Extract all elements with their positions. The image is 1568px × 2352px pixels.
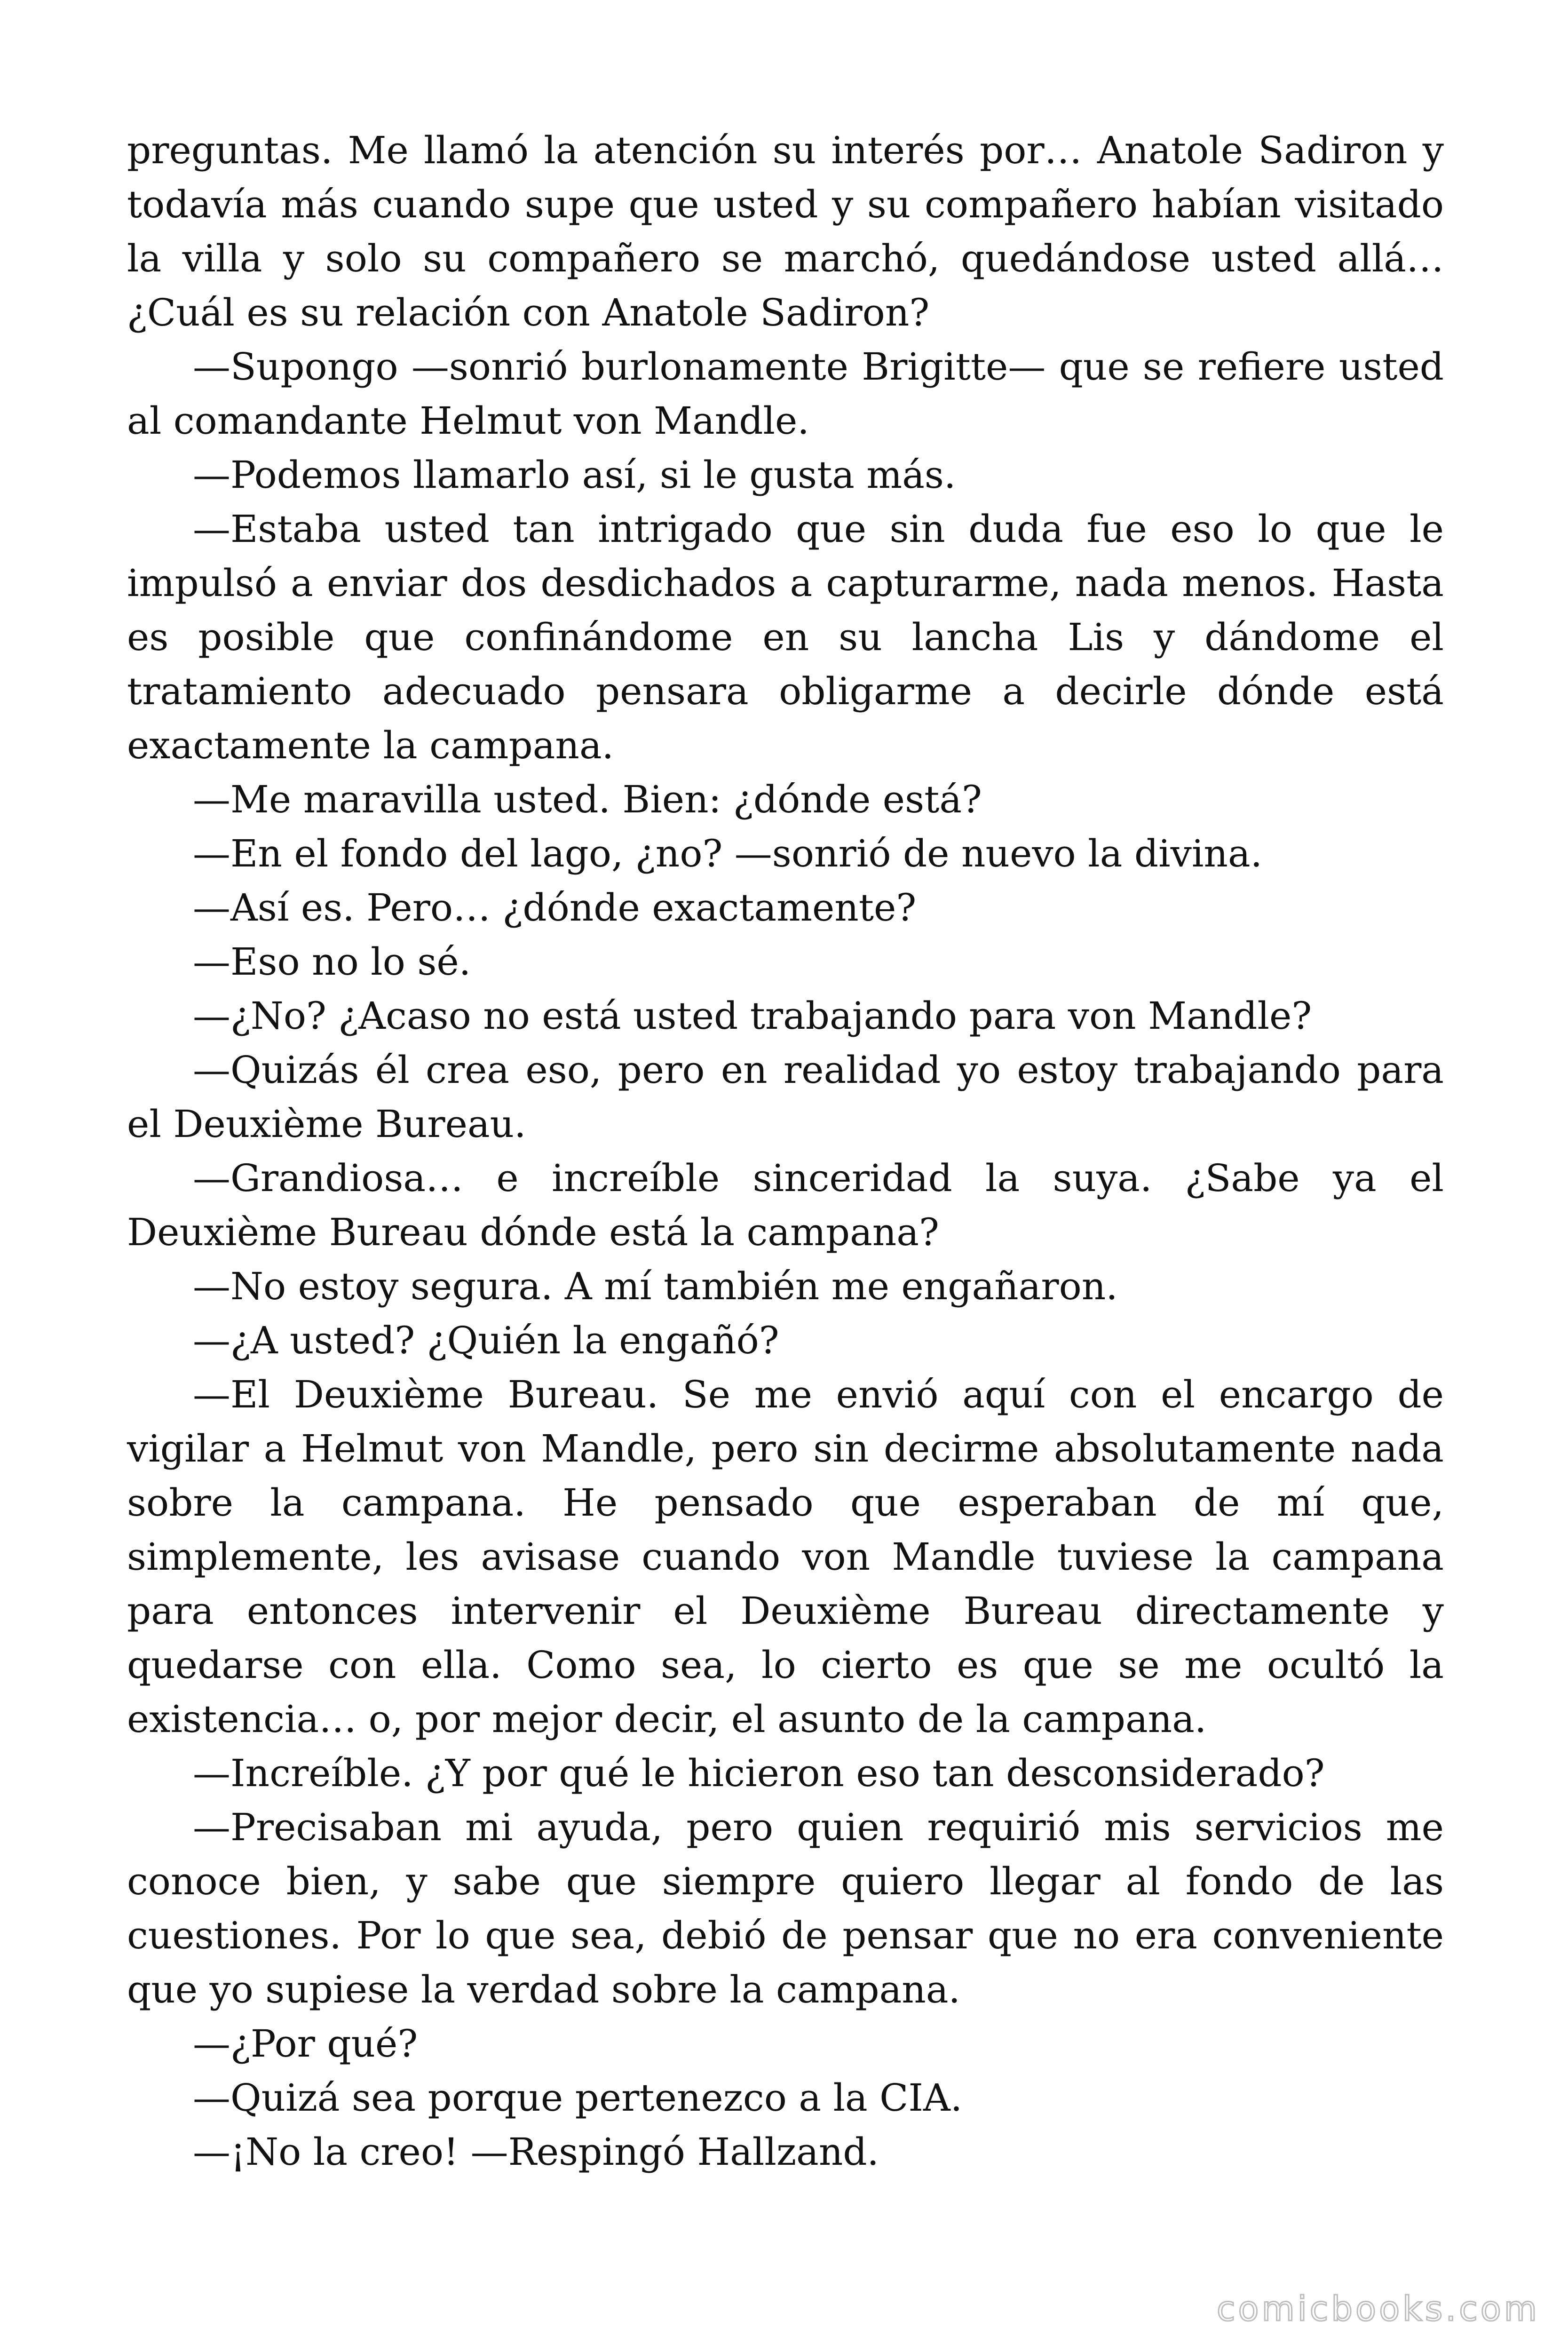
- paragraph-2: —Supongo —sonrió burlonamente Brigitte— que se refiere usted al comandante Helmut von Mandle.: [127, 345, 1444, 443]
- paragraph-13: —¿A usted? ¿Quién la engañó?: [193, 1319, 779, 1362]
- paragraph-12: —No estoy segura. A mí también me engañaron.: [193, 1264, 1118, 1308]
- paragraph-4: —Estaba usted tan intrigado que sin duda fue eso lo que le impulsó a enviar dos desdichados a capturarme, nada menos. Hasta es posible que confinándome en su lancha Lis y dándome el tratamiento adecuado pensara obligarme a decirle dónde está exactamente la campana.: [127, 507, 1444, 767]
- page-text: [127, 123, 1444, 2179]
- paragraph-16: —Precisaban mi ayuda, pero quien requirió mis servicios me conoce bien, y sabe que siempre quiero llegar al fondo de las cuestiones. Por lo que sea, debió de pensar que no era conveniente que yo supiese la verdad sobre la campana.: [127, 1805, 1444, 2011]
- paragraph-18: —Quizá sea porque pertenezco a la CIA.: [193, 2076, 963, 2120]
- paragraph-15: —Increíble. ¿Y por qué le hicieron eso tan desconsiderado?: [193, 1751, 1325, 1795]
- paragraph-1: preguntas. Me llamó la atención su interés por… Anatole Sadiron y todavía más cuando supe que usted y su compañero habían visitado la villa y solo su compañero se marchó, quedándose usted allá… ¿Cuál es su relación con Anatole Sadiron?: [127, 128, 1444, 334]
- paragraph-19: —¡No la creo! —Respingó Hallzand.: [193, 2130, 879, 2174]
- paragraph-17: —¿Por qué?: [193, 2022, 418, 2066]
- paragraph-8: —Eso no lo sé.: [193, 940, 471, 984]
- paragraph-3: —Podemos llamarlo así, si le gusta más.: [193, 453, 956, 497]
- paragraph-14: —El Deuxième Bureau. Se me envió aquí con el encargo de vigilar a Helmut von Mandle, pero sin decirme absolutamente nada sobre la campana. He pensado que esperaban de mí que, simplemente, les avisase cuando von Mandle tuviese la campana para entonces intervenir el Deuxième Bureau directamente y quedarse con ella. Como sea, lo cierto es que se me ocultó la existencia… o, por mejor decir, el asunto de la campana.: [127, 1373, 1444, 1741]
- paragraph-6: —En el fondo del lago, ¿no? —sonrió de nuevo la divina.: [193, 832, 1263, 875]
- paragraph-10: —Quizás él crea eso, pero en realidad yo estoy trabajando para el Deuxième Bureau.: [127, 1048, 1444, 1146]
- paragraph-9: —¿No? ¿Acaso no está usted trabajando para von Mandle?: [193, 994, 1312, 1038]
- paragraph-5: —Me maravilla usted. Bien: ¿dónde está?: [193, 778, 982, 821]
- watermark: comicbooks.com: [1216, 2289, 1540, 2328]
- paragraph-11: —Grandiosa… e increíble sinceridad la suya. ¿Sabe ya el Deuxième Bureau dónde está la campana?: [127, 1156, 1444, 1254]
- paragraph-7: —Así es. Pero… ¿dónde exactamente?: [193, 886, 917, 930]
